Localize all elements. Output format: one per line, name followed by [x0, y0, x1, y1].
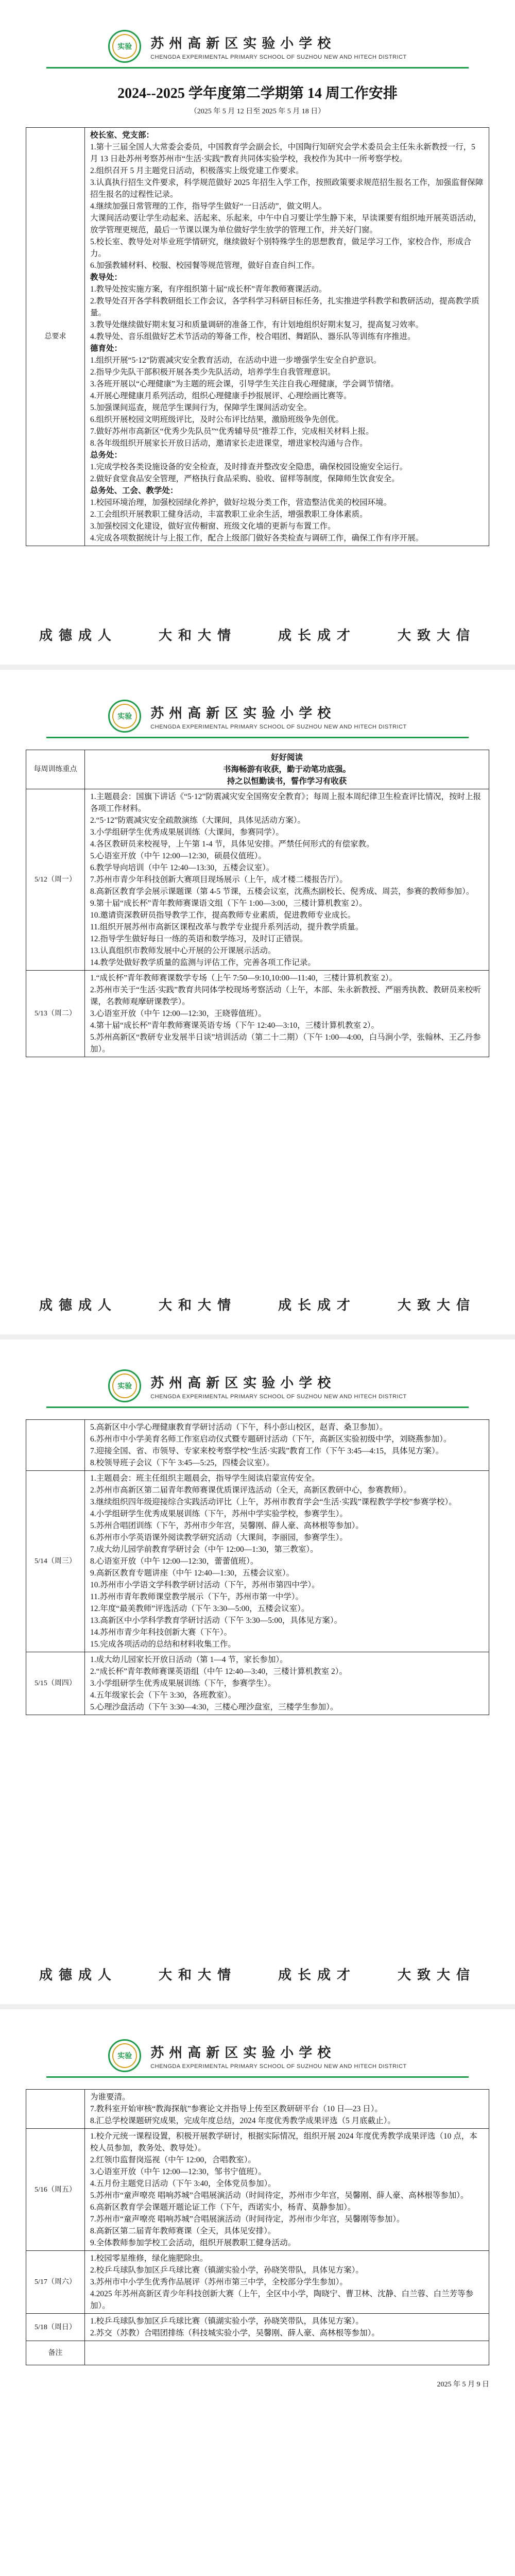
schedule-item: 13.认真组织市教师发展中心开展的公开课展示活动。 — [90, 946, 276, 955]
day-label: 5/13（周二） — [26, 971, 85, 1057]
school-header — [0, 670, 515, 733]
schedule-item: 5.心理沙盘活动（下午 3:30—4:30，三楼心理沙盘室，三楼学生参加）。 — [90, 1703, 338, 1711]
requirement-item: 3.教导处继续做好期末复习和质量调研的准备工作，有计划地组织好期末复习，提高复习效率。 — [90, 320, 424, 329]
row-label: 总要求 — [26, 128, 85, 546]
day-label: 5/17（周六） — [26, 2251, 85, 2314]
page-title: 2024--2025 学年度第二学期第 14 周工作安排 — [117, 86, 398, 101]
day-label: 5/14（周三） — [26, 1471, 85, 1652]
section-heading: 总务处： — [90, 451, 123, 460]
footer-motto: 成长成才 — [278, 1298, 357, 1313]
day-schedule-cell — [85, 1420, 489, 1471]
schedule-item: 5.苏州高新区“教研专业发展半日谈”培训活动（第二十二期）（下午 1:00—4:00，白马涧小学，张翰林、王乙丹参加）。 — [90, 1033, 481, 1054]
school-name-en: CHENGDA EXPERIMENTAL PRIMARY SCHOOL OF SUZHOU NEW AND HITECH DISTRICT — [150, 1393, 407, 1400]
section-heading: 德育处： — [90, 344, 123, 353]
schedule-item: 7.迎接全国、省、市领导、专家来校考察学校“生活·实践”教育工作（下午 3:45—4:15，具体见方案）。 — [90, 1447, 444, 1455]
schedule-item: 12.年度“最美教师”评选活动（下午 3:30—5:00，五楼会议室）。 — [90, 1604, 310, 1613]
requirement-item: 2.工会组织开展教职工健身活动，丰富教职工业余生活，增强教职工身体素质。 — [90, 510, 368, 519]
day-label: 备注 — [26, 2341, 85, 2365]
schedule-table — [26, 2089, 489, 2365]
school-name-en: CHENGDA EXPERIMENTAL PRIMARY SCHOOL OF SUZHOU NEW AND HITECH DISTRICT — [150, 2063, 407, 2070]
requirement-item: 3.各班开展以“心理健康”为主题的班会课，引导学生关注自我心理健康，学会调节情绪。 — [90, 380, 399, 388]
page-footer — [0, 1964, 515, 1984]
table-row — [26, 2129, 489, 2251]
day-schedule-cell — [85, 2090, 489, 2129]
footer-motto: 大和大情 — [158, 628, 237, 643]
requirement-item: 1.完成学校各类设施设备的安全检查，及时排查并整改安全隐患，确保校园设施安全运行。 — [90, 463, 408, 471]
focus-line: 持之以恒勤读书，誓作学习有收获 — [227, 777, 347, 786]
page-1 — [0, 0, 515, 670]
table-row — [26, 1471, 489, 1652]
schedule-item: 14.教学处做好教学质量的监测与评估工作，完善各项工作记录。 — [90, 958, 316, 967]
schedule-item: 9.第十届“成长杯”青年教师赛课语文组（下午 1:00—3:00，三楼计算机教室 2）。 — [90, 899, 367, 908]
schedule-item: 8.校领导班子会议（下午 3:45—5:25，四楼会议室）。 — [90, 1459, 274, 1467]
schedule-item: 3.小学组研学生优秀成果展训练（大课间，参赛同学）。 — [90, 828, 284, 837]
table-row — [26, 1652, 489, 1715]
requirement-item: 1.组织开展“5·12”防震减灾安全教育活动，在活动中进一步增强学生安全自护意识。 — [90, 356, 382, 365]
schedule-item: 8.心语室开放（中午 12:00—12:30，蕾蕾值班）。 — [90, 1557, 259, 1566]
schedule-table — [26, 1419, 489, 1715]
school-header — [0, 2009, 515, 2072]
footer-motto: 大致大信 — [398, 1298, 476, 1313]
requirement-item: 8.各年级组织开展家长开放日活动，邀请家长走进课堂，增进家校沟通与合作。 — [90, 439, 368, 448]
general-requirements-cell — [85, 128, 489, 546]
footer-motto: 成德成人 — [39, 628, 117, 643]
schedule-item: 1.校介元统一课程设置，积极开展教学研讨，根据实际情况，组织开展 2024 年度优秀教学成果评选（10 点，本校人员参加，教务处、教导处）。 — [90, 2132, 477, 2153]
schedule-table — [26, 750, 489, 1057]
table-row — [26, 750, 489, 789]
schedule-item: 7.苏州市青少年科技创新大赛项目现场展示（上午，成才楼二楼报告厅）。 — [90, 875, 348, 884]
header-divider — [46, 1406, 469, 1408]
schedule-item: 10.邀请资深教研员指导教学工作，提高教师专业素质，促进教师专业成长。 — [90, 911, 356, 920]
requirement-item: 6.加强教辅材料、校服、校园餐等规范管理，做好自查自纠工作。 — [90, 261, 320, 270]
schedule-item: 15.完成各项活动的总结和材料收集工作。 — [90, 1640, 236, 1649]
focus-heading: 好好阅读 — [270, 753, 303, 762]
day-schedule-cell — [85, 2251, 489, 2314]
requirement-item: 2.教导处召开各学科教研组长工作会议，各学科学习科研目标任务，扎实推进学科教学和教研活动，提高教学质量。 — [90, 297, 479, 317]
school-logo-icon: 实验 — [108, 30, 141, 63]
requirement-item: 3.认真执行招生文件要求，科学规范做好 2025 年招生入学工作，按照政策要求规范招生报名工作，加强监督保障招生报名的过程性记录。 — [90, 178, 484, 199]
document-date: 2025 年 5 月 9 日 — [437, 2381, 489, 2388]
schedule-item: 5.心语室开放（中午 12:00—12:30，硕晨仪值班）。 — [90, 852, 266, 860]
schedule-item: 6.苏州市中小学美育名师工作室启动仪式暨专题研讨活动（下午，高新区实验初级中学，刘晓燕参加）。 — [90, 1435, 452, 1444]
schedule-item: 3.继续组织四年级迎接综合实践活动评比（上午，苏州市教育学会“生活·实践”课程教学学校”参赛学校）。 — [90, 1498, 457, 1506]
schedule-item: 5.苏州合唱团训练（下午，苏州市少年宫，吴馨刚、薛人豪、高林根等参加）。 — [90, 1521, 364, 1530]
schedule-item: 14.苏州市青少年科技创新大赛（下午）。 — [90, 1628, 232, 1637]
requirement-item: 3.加强校园文化建设，做好宣传橱窗、班级文化墙的更新与布置工作。 — [90, 522, 336, 531]
section-heading: 教导处： — [90, 273, 123, 282]
schedule-item: 4.各区教研员来校视导，上午第 1-4 节，具体见安排。严禁任何形式的有偿家教。 — [90, 840, 374, 849]
requirement-item: 2.指导少先队干部积极开展各类少先队活动，培养学生自我管理意识。 — [90, 368, 336, 377]
day-schedule-cell — [85, 1471, 489, 1652]
day-label: 5/12（周一） — [26, 789, 85, 971]
column-header: 每周训练重点 — [26, 750, 85, 789]
schedule-item: 4.第十届“成长杯”青年教师赛课英语专场（下午 12:40—3:10，三楼计算机教室 2）。 — [90, 1021, 379, 1030]
table-row — [26, 971, 489, 1057]
day-schedule-cell — [85, 1652, 489, 1715]
footer-motto: 成长成才 — [278, 628, 357, 643]
schedule-item: 2.苏州市关于“生活·实践”教育共同体学校现场考察活动（上午，本部、朱永新教授、严丽秀执教、教研员来校听课，名教师观摩研课教学）。 — [90, 986, 482, 1006]
schedule-item: 11.组织开展苏州市高新区课程改革与教学专业提升系列活动，提升教学质量。 — [90, 923, 364, 931]
footer-motto: 大和大情 — [158, 1298, 237, 1313]
school-name-en: CHENGDA EXPERIMENTAL PRIMARY SCHOOL OF SUZHOU NEW AND HITECH DISTRICT — [150, 54, 407, 60]
day-schedule-cell — [85, 971, 489, 1057]
day-label — [26, 2090, 85, 2129]
requirement-item: 1.第十三届全国人大常委会委员，中国教育学会副会长，中国陶行知研究会学术委员会主任朱永新教授一行，5 月 13 日赴苏州考察苏州市“生活·实践”教育共同体实验学校，我校作为其中一所考察学校。 — [90, 143, 475, 163]
school-logo-icon: 实验 — [108, 1369, 141, 1402]
school-name: 苏州高新区实验小学校 — [150, 1375, 336, 1391]
school-name: 苏州高新区实验小学校 — [150, 2045, 336, 2061]
footer-motto: 成德成人 — [39, 1298, 117, 1313]
schedule-item: 2.“5·12”防震减灾安全疏散演练（大课间，具体见活动方案）。 — [90, 816, 306, 825]
school-name: 苏州高新区实验小学校 — [150, 36, 336, 52]
schedule-table — [26, 127, 489, 546]
table-row — [26, 789, 489, 971]
schedule-item: 5.高新区中小学心理健康教育学研讨活动（下午，科小彭山校区，赵青、桑卫参加）。 — [90, 1423, 388, 1432]
schedule-item: 7.成大幼儿园学前教育学研讨会（中午 12:00—1:30，第三教室）。 — [90, 1545, 318, 1554]
schedule-item: 1.校乒乓球队参加区乒乓球比赛（镇湖实验小学，孙晓笑带队，具体见方案）。 — [90, 2317, 364, 2326]
schedule-item: 9.全体教师参加学校工会活动，组织开展教职工健身活动。 — [90, 2239, 296, 2247]
schedule-item: 1.主题晨会：国旗下讲话《“5·12”防震减灾安全国殇安全教育》；每周上报本周纪律卫生检查评比情况，按时上报各项工作材料。 — [90, 792, 482, 813]
schedule-item: 2.苏州市高新区第二届青年教师赛课优质课评选活动（全天，高新区教研中心，参赛教师）。 — [90, 1486, 411, 1495]
requirement-item: 7.做好苏州市高新区“优秀少先队员”“优秀辅导员”推荐工作，完成相关材料上报。 — [90, 427, 374, 436]
schedule-item: 9.高新区教育专题讲座（中午 12:40—1:30，五楼会议室）。 — [90, 1569, 295, 1578]
requirement-item: 大课间活动要让学生动起来、活起来、乐起来，中午中自习要让学生静下来，早读课要有组织地开展英语活动，放学管理更规范，最后一节课以课为单位做好学生放学的管理工作，并关好门窗。 — [90, 214, 482, 234]
focus-line: 书海畅游有收获，勤于动笔功底强。 — [222, 765, 351, 774]
table-row — [26, 128, 489, 546]
weekly-focus-cell — [85, 750, 489, 789]
schedule-item: 11.苏州市青年教师课堂教学展示（下午，苏州市第一中学）。 — [90, 1592, 304, 1601]
school-header — [0, 0, 515, 63]
schedule-item: 12.指导学生做好每日一练的英语和数学练习，及时订正错误。 — [90, 935, 308, 943]
footer-motto: 大和大情 — [158, 1968, 237, 1983]
schedule-item: 1.主题晨会：班主任组织主题晨会，指导学生阅读启蒙宣传安全。 — [90, 1474, 320, 1483]
section-heading: 总务处、工会、教学处： — [90, 486, 178, 495]
header-divider — [46, 2076, 469, 2078]
schedule-item: 7.苏州市“童声嘹亮 唱响苏城”合唱展演活动（时间待定，苏州市少年宫，吴馨刚等参加）。 — [90, 2215, 405, 2224]
footer-motto: 成德成人 — [39, 1968, 117, 1983]
page-4 — [0, 2009, 515, 2576]
schedule-item: 3.心语室开放（中午 12:00—12:30，邹书宁值班）。 — [90, 2167, 266, 2176]
school-name: 苏州高新区实验小学校 — [150, 705, 336, 721]
page-2 — [0, 670, 515, 1340]
school-logo-icon: 实验 — [108, 700, 141, 733]
requirement-item: 4.完成各项数据统计与上报工作，配合上级部门做好各类检查与调研工作，确保工作有序开展。 — [90, 534, 424, 543]
table-row — [26, 2251, 489, 2314]
requirement-item: 2.做好食堂食品安全管理，严格执行食品采购、验收、留样等制度，保障师生饮食安全。 — [90, 474, 400, 483]
requirement-item: 4.开展心理健康月系列活动，组织心理健康手抄报展评、心理绘画比赛等。 — [90, 392, 352, 400]
requirement-item: 4.继续加强日常管理的工作，指导学生做好“一日活动”，做文明人。 — [90, 202, 327, 211]
schedule-item: 4.2025 年苏州高新区青少年科技创新大赛（上午，全区中小学，陶晓宁、曹卫林、沈静、白兰蓉、白兰芳等参加）。 — [90, 2290, 474, 2310]
school-header — [0, 1340, 515, 1402]
day-label: 5/16（周五） — [26, 2129, 85, 2251]
schedule-item: 7.教科室开始审核“教海探航”参赛论文并指导上传至区教研研平台（10 日—23 日）。 — [90, 2105, 383, 2113]
requirement-item: 1.校园环境治理，加强校园绿化养护，做好垃圾分类工作，营造整洁优美的校园环境。 — [90, 498, 392, 507]
page-footer — [0, 1295, 515, 1314]
schedule-item: 3.心语室开放（中午 12:00—12:30，王晓蓉值班）。 — [90, 1009, 266, 1018]
requirement-item: 5.加强课间巡查，规范学生课间行为，保障学生课间活动安全。 — [90, 403, 312, 412]
header-divider — [46, 737, 469, 738]
page-3 — [0, 1340, 515, 2009]
schedule-item: 1.校园零星维修，绿化施肥除虫。 — [90, 2254, 208, 2263]
schedule-item: 1.“成长杯”青年教师赛课数学专场（上午 7:50—9:10,10:00—11:40，三楼计算机教室 2）。 — [90, 974, 398, 982]
table-row — [26, 2341, 489, 2365]
footer-motto: 大致大信 — [398, 628, 476, 643]
schedule-item: 2.校乒乓球队参加区乒乓球比赛（镇湖实验小学，孙晓笑带队，具体见方案）。 — [90, 2266, 364, 2275]
table-row — [26, 1420, 489, 1471]
school-name-en: CHENGDA EXPERIMENTAL PRIMARY SCHOOL OF SUZHOU NEW AND HITECH DISTRICT — [150, 723, 407, 730]
schedule-item: 8.高新区第二届青年教师赛课（全天，具体见安排）。 — [90, 2227, 276, 2235]
requirement-item: 6.组织开展校园文明班级评比，及时公布评比结果，激励班级争先创优。 — [90, 415, 344, 424]
schedule-item: 为谁要清。 — [90, 2093, 130, 2102]
day-label: 5/15（周四） — [26, 1652, 85, 1715]
schedule-item: 6.教学导向培训（中午 12:40—13:30，五楼会议室）。 — [90, 863, 274, 872]
requirement-item: 4.教导处、音乐组做好艺术节活动的筹备工作，校合唱团、舞蹈队、器乐队等训练有序推进。 — [90, 332, 416, 341]
school-logo-icon: 实验 — [108, 2039, 141, 2072]
schedule-item: 4.小学组研学生优秀成果展训练（下午，苏州中学实验学校，参赛学生）。 — [90, 1510, 348, 1518]
table-row — [26, 2090, 489, 2129]
schedule-item: 6.高新区教育学会课题开题论证工作（下午，西诺实小，杨青、莫静参加）。 — [90, 2203, 356, 2212]
schedule-item: 4.五年级家长会（下午 3:30，各班教室）。 — [90, 1691, 236, 1700]
header-divider — [46, 67, 469, 69]
day-label — [26, 1420, 85, 1471]
schedule-item: 3.小学组研学生优秀成果展训练（下午，参赛学生）。 — [90, 1679, 276, 1688]
schedule-item: 13.高新区中小学科学教育学研讨活动（下午 3:30—5:00，具体见方案）。 — [90, 1616, 342, 1625]
requirement-item: 1.教导处按实施方案，有序组织第十届“成长杯”青年教师赛课活动。 — [90, 285, 327, 294]
schedule-item: 8.高新区教育学会展示课题课（第 4-5 节课，五楼会议室，沈燕杰副校长、倪秀成、周芸，参赛的教师参加）。 — [90, 887, 474, 896]
requirement-item: 5.校长室、教导处对毕业班学情研究，继续做好个别特殊学生的思想教育，做足学习工作，家校合作，形成合力。 — [90, 238, 472, 258]
day-schedule-cell — [85, 2314, 489, 2341]
page-subtitle: （2025 年 5 月 12 日至 2025 年 5 月 18 日） — [190, 108, 325, 115]
day-schedule-cell — [85, 2341, 489, 2365]
table-row — [26, 2314, 489, 2341]
schedule-item: 4.五月份主题党日活动（下午 3:40，全体党员参加）。 — [90, 2179, 276, 2188]
schedule-item: 6.苏州市小学英语课外阅读教学研究活动（大课间，李丽园，参赛学生）。 — [90, 1533, 348, 1542]
day-schedule-cell — [85, 789, 489, 971]
schedule-item: 2.“成长杯”青年教师赛课英语组（中午 12:40—3:40，三楼计算机教室 2）。 — [90, 1667, 347, 1676]
schedule-item: 3.苏州市中小学生优秀作品展评（苏州市第三中学，全校部分学生参加）。 — [90, 2278, 348, 2286]
footer-motto: 大致大信 — [398, 1968, 476, 1983]
schedule-item: 8.汇总学校课题研究成果，完成年度总结，2024 年度优秀教学成果评选（5 月底截止）。 — [90, 2116, 396, 2125]
day-schedule-cell — [85, 2129, 489, 2251]
schedule-item: 10.苏州市小学语文学科教学研讨活动（下午，苏州市第四中学）。 — [90, 1581, 320, 1589]
schedule-item: 5.苏州市“童声嘹亮 唱响苏城”合唱展演活动（时间待定，苏州市少年宫，吴馨刚、薛人豪、高林根等参加）。 — [90, 2191, 469, 2200]
schedule-item: 2.苏交（苏教）合唱团排练（科技城实验小学，吴馨刚、薛人豪、高林根等参加）。 — [90, 2329, 380, 2337]
page-footer — [0, 625, 515, 644]
day-label: 5/18（周日） — [26, 2314, 85, 2341]
footer-motto: 成长成才 — [278, 1968, 357, 1983]
schedule-item: 2.红领巾监督岗巡视（中午 12:00，合唱教室）。 — [90, 2156, 256, 2164]
schedule-item: 1.成大幼儿园家长开放日活动（第 1—4 节，家长参加）。 — [90, 1655, 288, 1664]
section-heading: 校长室、党支部： — [90, 131, 154, 140]
requirement-item: 2.组织召开 5 月主题党日活动，积极落实上级党建工作要求。 — [90, 166, 304, 175]
